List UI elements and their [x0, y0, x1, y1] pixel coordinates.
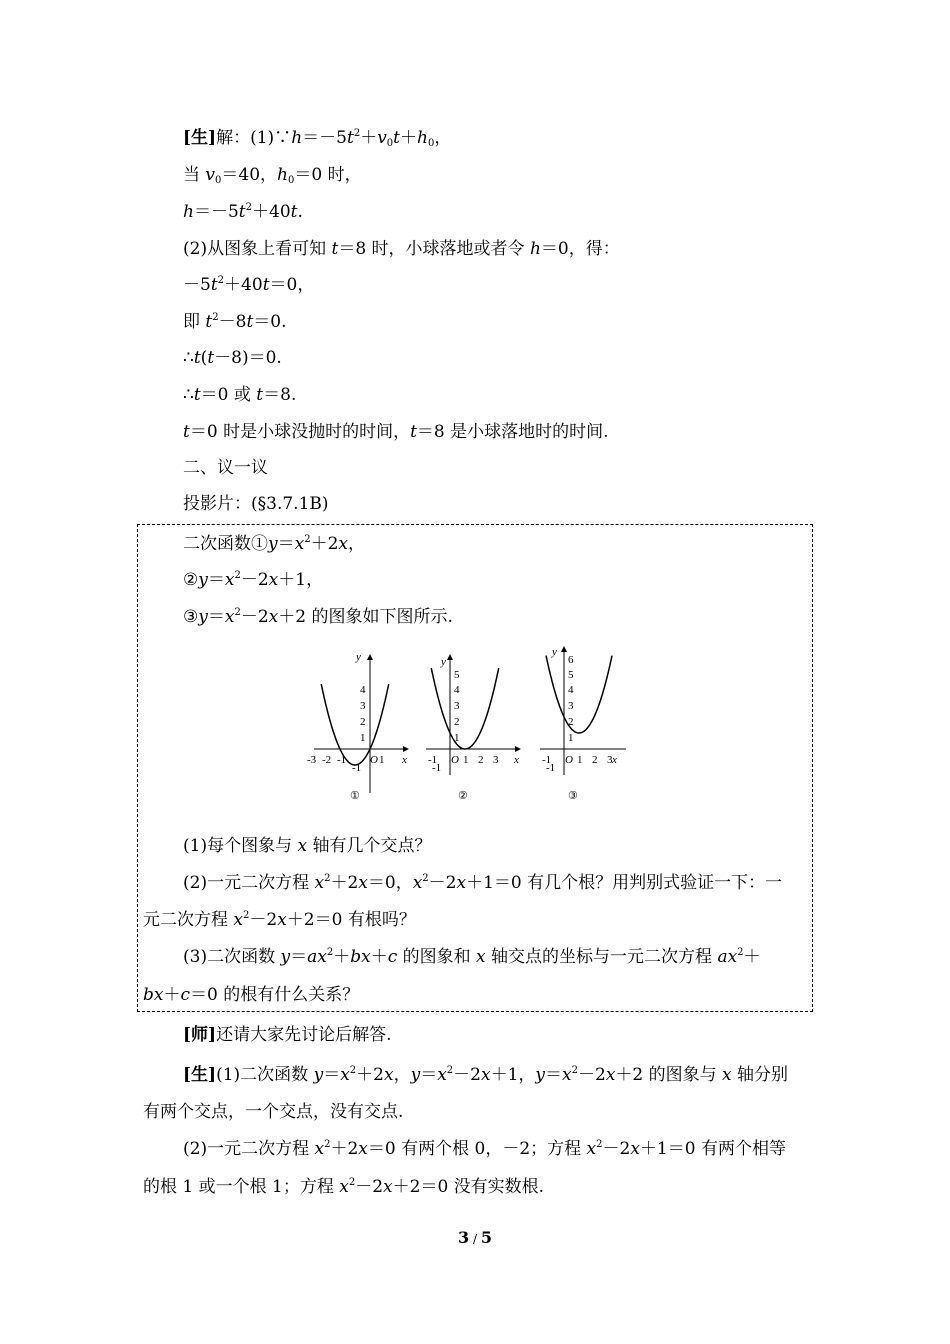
solution-line-7: ∴t(t－8)＝0. [183, 348, 282, 368]
solution-line-6: 即 $t^2-8t=0$. [183, 312, 287, 332]
g2-xtick-3: 3 [493, 754, 499, 766]
student-answer-2-line-2: 的根 1 或一个根 1；方程 $x^2-2x+2=0$ 没有实数根. [143, 1177, 545, 1197]
graph-2-label: ② [458, 790, 468, 802]
g2-xtick-1: 1 [463, 754, 469, 766]
g1-ytick-1: 1 [360, 732, 366, 744]
graph-1-y-label: y [356, 651, 361, 663]
g1-xtick-neg2: -2 [322, 754, 332, 766]
g1-xtick-neg3: -3 [307, 754, 317, 766]
graph-2-y-label: y [441, 656, 446, 668]
function-line-1: 二次函数$①y=x^2+2x$， [183, 534, 365, 554]
graph-1 [307, 651, 408, 802]
graph-1-label: ① [350, 790, 360, 802]
g3-xtick-neg1: -1 [542, 754, 552, 766]
solution-line-8: ∴t＝0 或 t＝8. [183, 385, 297, 405]
g3-ytick-6: 6 [568, 654, 574, 666]
solution-line-4: (2)从图象上看可知 t＝8 时，小球落地或者令 h＝0，得： [183, 239, 620, 259]
parabola-1-curve [321, 684, 389, 765]
question-3-line-2: bx＋c＝0 的根有什么关系？ [143, 985, 360, 1005]
page-number: 3 / 5 [458, 1228, 492, 1247]
g3-ytick-4: 4 [568, 684, 574, 696]
g1-xtick-1: 1 [379, 754, 385, 766]
solution-line-5: $-5t^2+40t=0$， [183, 275, 315, 295]
g2-ytick-2: 2 [454, 716, 460, 728]
g1-ytick-3: 3 [360, 700, 366, 712]
g3-xtick-1: 1 [577, 754, 583, 766]
solution-line-9: t＝0 时是小球没抛时的时间，t＝8 是小球落地时的时间. [183, 422, 609, 442]
g3-ytick-5: 5 [568, 669, 574, 681]
graph-3 [540, 646, 626, 802]
student-answer-2-line-1: (2)一元二次方程 $x^2+2x=0$ 有两个根 0，－2；方程 $x^2-2x+1=0$ 有两个相等 [183, 1139, 786, 1159]
section-heading: 二、议一议 [183, 458, 268, 478]
question-2-line-1: (2)一元二次方程 $x^2+2x=0$，$x^2-2x+1=0$ 有几个根？用判别式验证一下：一 [183, 873, 783, 893]
projection-label: 投影片：(§3.7.1B) [183, 494, 329, 514]
function-line-3: $③y=x^2-2x+2$ 的图象如下图所示. [183, 607, 453, 627]
graph-1-origin: O [370, 754, 378, 766]
g2-ytick-5: 5 [454, 669, 460, 681]
student-answer-1-line-1: [生](1)二次函数 $y=x^2+2x$，$y=x^2-2x+1$，$y=x^2-2x+2$ 的图象与 x 轴分别 [183, 1065, 789, 1085]
g1-ytick-4: 4 [360, 684, 366, 696]
graph-3-x-label: x [612, 754, 617, 766]
g3-xtick-3: 3 [607, 754, 613, 766]
graph-3-y-label: y [552, 646, 557, 658]
question-3-line-1: (3)二次函数 $y=ax^2+bx+c$ 的图象和 x 轴交点的坐标与一元二次方程 $ax^2+$ [183, 947, 761, 967]
g1-ytick-2: 2 [360, 716, 366, 728]
g2-ytick-4: 4 [454, 684, 460, 696]
solution-line-2: 当 $v_0=40$，$h_0=0$ 时， [183, 165, 362, 186]
graph-1-x-label: x [402, 754, 407, 766]
question-1: (1)每个图象与 x 轴有几个交点？ [183, 836, 432, 856]
question-2-line-2: 元二次方程 $x^2-2x+2=0$ 有根吗？ [143, 910, 416, 930]
solution-line-3: $h=-5t^2+40t$. [183, 202, 303, 222]
g2-xtick-neg1: -1 [428, 754, 438, 766]
g3-ytick-1: 1 [568, 732, 574, 744]
g1-xtick-neg1: -1 [337, 754, 347, 766]
g2-ytick-1: 1 [454, 732, 460, 744]
parabola-2-curve [431, 668, 498, 749]
g3-ytick-3: 3 [568, 700, 574, 712]
g3-ytick-2: 2 [568, 716, 574, 728]
graph-2-x-label: x [514, 754, 519, 766]
g2-ytick-neg1: -1 [432, 762, 442, 774]
graph-3-origin: O [565, 754, 573, 766]
g3-ytick-neg1: -1 [546, 762, 556, 774]
g2-xtick-2: 2 [478, 754, 484, 766]
g2-ytick-3: 3 [454, 700, 460, 712]
function-line-2: $②y=x^2-2x+1$， [183, 570, 324, 590]
g3-xtick-2: 2 [592, 754, 598, 766]
student-answer-1-line-2: 有两个交点，一个交点，没有交点. [143, 1102, 404, 1122]
graph-2 [426, 655, 520, 802]
graph-2-origin: O [451, 754, 459, 766]
solution-line-1: [生]解：$(1)\because h=-5t^2+v_0t+h_0$， [183, 128, 452, 149]
parabola-3-curve [546, 656, 612, 733]
g1-ytick-neg1: -1 [352, 762, 362, 774]
teacher-line: [师]还请大家先讨论后解答. [183, 1025, 392, 1045]
graph-3-label: ③ [568, 790, 578, 802]
parabola-graphs [306, 645, 626, 805]
